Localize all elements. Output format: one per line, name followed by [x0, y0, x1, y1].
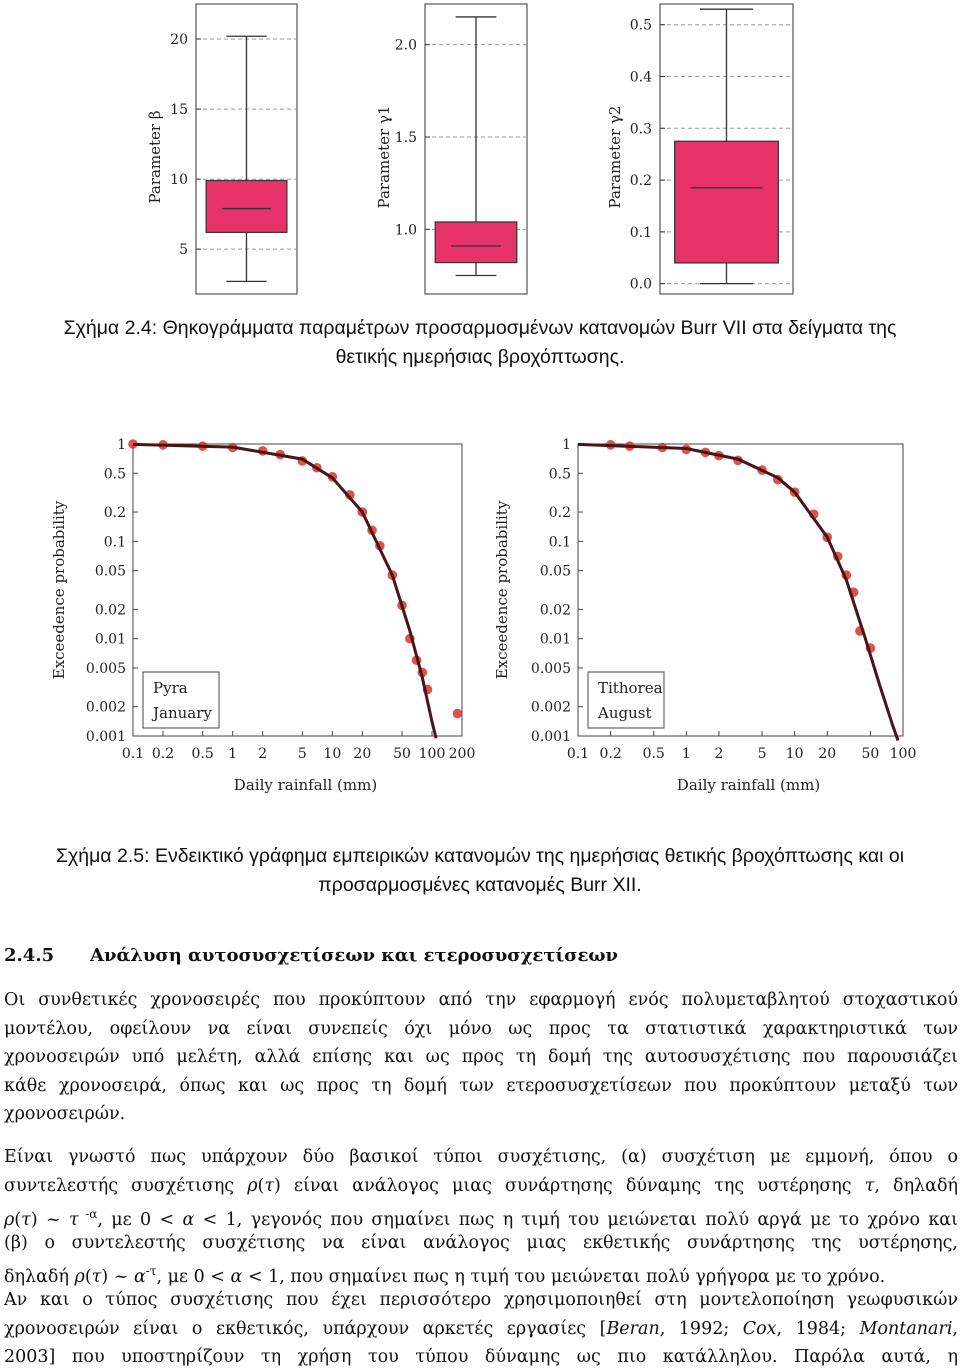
- section-heading: [4, 945, 618, 966]
- x-tick-label: 2: [258, 746, 268, 762]
- x-tick-label: 50: [393, 746, 411, 762]
- y-tick-label: 0.05: [94, 563, 126, 580]
- section-number: 2.4.5: [4, 945, 55, 966]
- y-tick-label: 0.05: [539, 563, 571, 580]
- x-tick-label: 0.1: [566, 746, 590, 762]
- x-tick-label: 100: [889, 746, 917, 762]
- exceedance-figure: [0, 420, 960, 830]
- x-tick-label: 50: [861, 746, 880, 762]
- text-line: κάθε χρονοσειρά, όπως και ως προς τη δομή των ετεροσυσχετίσεων που προκύπτουν μεταξύ των: [4, 1075, 958, 1096]
- text-line: χρονοσειρών υπό μελέτη, αλλά επίσης και ως προς τη δομή της αυτοσυσχέτισης που παρουσιάζει: [4, 1047, 958, 1068]
- x-tick-label: 10: [323, 746, 342, 762]
- text-line: Είναι γνωστό πως υπάρχουν δύο βασικοί τύποι συσχέτισης, (α) συσχέτιση με εμμονή, όπου ο: [4, 1147, 958, 1167]
- y-tick-label: 20: [170, 32, 188, 49]
- x-axis-label: Daily rainfall (mm): [676, 776, 821, 794]
- boxplot-figure: [0, 0, 960, 300]
- y-tick-label: 1: [117, 437, 126, 453]
- y-tick-label: 0.001: [530, 729, 571, 745]
- y-tick-label: 1.5: [394, 129, 417, 146]
- paragraph-1: [4, 986, 958, 1129]
- box: [435, 222, 517, 263]
- y-tick-label: 0.5: [103, 466, 126, 483]
- x-tick-label: 200: [448, 746, 476, 762]
- y-tick-label: 0.0: [629, 276, 652, 293]
- y-tick-label: 0.002: [530, 699, 571, 716]
- y-axis-label: Parameter β: [146, 110, 164, 204]
- y-tick-label: 0.02: [539, 602, 571, 619]
- y-tick-label: 0.1: [103, 534, 126, 551]
- x-tick-label: 2: [714, 746, 724, 762]
- y-tick-label: 5: [179, 242, 188, 259]
- text-line: χρονοσειρών είναι ο εκθετικός, υπάρχουν αρκετές εργασίες [Beran, 1992; Cox, 1984; Montanari,: [4, 1318, 958, 1339]
- text-line: δηλαδή ρ(τ) ~ $\alpha^{-\tau}$, με 0 < α < 1, που σημαίνει πως η τιμή του μειώνεται πολύ γρήγορα με το χρόνο.: [4, 1264, 886, 1286]
- text-line: ρ(τ) ~ τ $^{-\alpha}$, με 0 < α < 1, γεγονός που σημαίνει πως η τιμή του μειώνεται πολύ αργά με το χρόνο και: [4, 1207, 958, 1229]
- section-title: Ανάλυση αυτοσυσχετίσεων και ετεροσυσχετίσεων: [90, 945, 619, 966]
- y-tick-label: 0.1: [548, 534, 571, 551]
- figure-2-5-caption: [0, 842, 960, 900]
- x-tick-label: 0.5: [642, 746, 665, 762]
- x-tick-label: 0.1: [121, 746, 145, 762]
- caption-line: προσαρμοσμένες κατανομές Burr XII.: [318, 874, 642, 896]
- y-tick-label: 0.5: [629, 17, 652, 34]
- x-axis-label: Daily rainfall (mm): [233, 776, 378, 794]
- x-tick-label: 1: [228, 746, 238, 762]
- y-axis-label: Exceedence probability: [493, 500, 511, 680]
- figure-2-4-caption: [0, 314, 960, 372]
- legend-month: August: [598, 704, 652, 722]
- box: [675, 141, 779, 263]
- x-tick-label: 0.5: [191, 746, 214, 762]
- x-tick-label: 0.2: [599, 746, 622, 762]
- y-tick-label: 1: [562, 437, 571, 453]
- text-line: συντελεστής συσχέτισης ρ(τ) είναι ανάλογος μιας συνάρτησης δύναμης της υστέρησης τ, δηλαδή: [4, 1175, 958, 1196]
- caption-line: Σχήμα 2.4: Θηκογράμματα παραμέτρων προσαρμοσμένων κατανομών Burr VII στα δείγματα της: [63, 317, 897, 339]
- y-tick-label: 0.2: [629, 173, 652, 190]
- x-tick-label: 20: [353, 746, 372, 762]
- x-tick-label: 5: [757, 746, 767, 762]
- text-line: χρονοσειρών.: [4, 1104, 126, 1125]
- text-line: Οι συνθετικές χρονοσειρές που προκύπτουν από την εφαρμογή ενός πολυμεταβλητού στοχαστικού: [4, 990, 958, 1010]
- text-line: Αν και ο τύπος συσχέτισης που έχει περισσότερο χρησιμοποιηθεί στη μοντελοποίηση γεωφυσικών: [4, 1289, 958, 1310]
- y-tick-label: 2.0: [394, 37, 417, 54]
- x-tick-label: 1: [681, 746, 691, 762]
- y-tick-label: 0.3: [629, 121, 652, 138]
- y-axis-label: Exceedence probability: [50, 500, 68, 680]
- data-point: [453, 709, 463, 719]
- y-tick-label: 0.005: [85, 660, 126, 677]
- y-tick-label: 0.1: [629, 224, 652, 241]
- x-tick-label: 20: [818, 746, 837, 762]
- text-line: (β) ο συντελεστής συσχέτισης να είναι ανάλογος μιας εκθετικής συνάρτησης της υστέρησης,: [4, 1232, 958, 1253]
- y-tick-label: 1.0: [394, 222, 417, 239]
- y-tick-label: 0.4: [629, 69, 652, 86]
- y-tick-label: 0.01: [539, 631, 571, 648]
- y-tick-label: 0.001: [85, 729, 126, 745]
- text-line: 2003] που υποστηρίζουν τη χρήση του τύπου δύναμης ως πιο κατάλληλου. Παρόλα αυτά, η: [4, 1347, 958, 1368]
- paragraph-2: [4, 1143, 958, 1372]
- y-axis-label: Parameter γ1: [375, 105, 393, 209]
- y-tick-label: 0.5: [548, 466, 571, 483]
- y-tick-label: 0.01: [94, 631, 126, 648]
- x-tick-label: 10: [785, 746, 804, 762]
- y-tick-label: 0.2: [103, 505, 126, 522]
- x-tick-label: 5: [297, 746, 307, 762]
- y-tick-label: 0.005: [530, 660, 571, 677]
- legend-station: Pyra: [153, 679, 188, 697]
- y-tick-label: 0.02: [94, 602, 126, 619]
- x-tick-label: 0.2: [151, 746, 175, 762]
- caption-line: Σχήμα 2.5: Ενδεικτικό γράφημα εμπειρικών κατανομών της ημερήσιας θετικής βροχόπτωσης και οι: [55, 845, 905, 867]
- y-axis-label: Parameter γ2: [606, 105, 624, 209]
- legend-month: January: [153, 704, 212, 722]
- y-tick-label: 15: [170, 102, 188, 119]
- box: [206, 181, 287, 233]
- y-tick-label: 0.2: [548, 505, 571, 522]
- legend-station: Tithorea: [598, 679, 663, 697]
- text-line: μοντέλου, οφείλουν να είναι συνεπείς όχι μόνο ως προς τα στατιστικά χαρακτηριστικά των: [4, 1018, 958, 1039]
- caption-line: θετικής ημερήσιας βροχόπτωσης.: [335, 346, 625, 368]
- y-tick-label: 0.002: [85, 699, 126, 716]
- x-tick-label: 100: [418, 746, 446, 762]
- y-tick-label: 10: [170, 172, 188, 189]
